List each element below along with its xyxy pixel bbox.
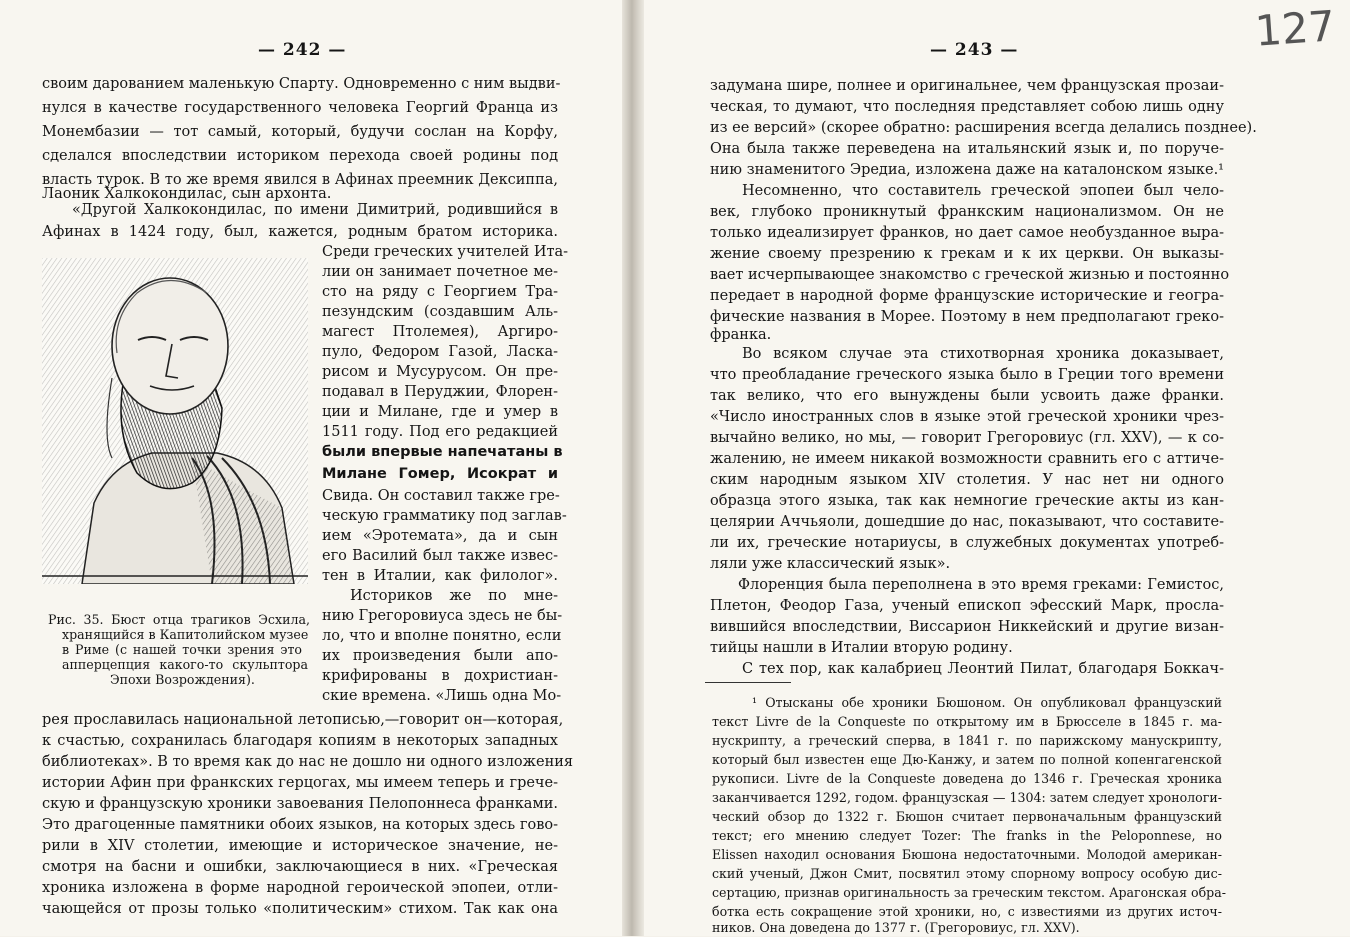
right-text-line: вычайно велико, но мы, — говорит Грегоровиус (гл. XXV), — к со-	[710, 430, 1224, 446]
left-text-line: смотря на басни и ошибки, заключающиеся в них. «Греческая	[42, 859, 558, 875]
footnote-line: рукописи. Livre de la Conqueste доведена до 1346 г. Греческая хроника	[712, 771, 1222, 786]
right-text-line: вает исчерпывающее знакомство с греческой жизнью и постоянно	[710, 267, 1230, 283]
footnote-line: текст Livre de la Conqueste по открытому им в Брюсселе в 1845 г. ма-	[712, 714, 1222, 729]
left-text-line: Афинах в 1424 году, был, кажется, родным братом историка.	[42, 224, 558, 240]
right-text-line: передает в народной форме французские исторические и геогра-	[710, 288, 1224, 304]
right-text-line: Флоренция была переполнена в это время греками: Гемистос,	[738, 577, 1224, 593]
left-narrow-line: ло, что и вполне понятно, если	[322, 628, 562, 644]
right-text-line: Плетон, Феодор Газа, ученый епископ эфесский Марк, просла-	[710, 598, 1224, 614]
right-text-line: ли их, греческие нотариусы, в служебных документах употреб-	[710, 535, 1224, 551]
right-text-line: век, глубоко проникнутый франкским национализмом. Он не	[710, 204, 1224, 220]
right-text-line: «Число иностранных слов в языке этой греческой хроники чрез-	[710, 409, 1224, 425]
book-gutter	[622, 0, 644, 936]
right-text-line: что преобладание греческого языка было в Греции того времени	[710, 367, 1224, 383]
left-text-line: нулся в качестве государственного человека Георгий Франца из	[42, 100, 558, 116]
footnote-line: нускрипту, а греческий сперва, в 1841 г. по парижскому манускрипту,	[712, 733, 1222, 748]
footnote-line: ботка есть сокращение этой хроники, но, с известиями из других источ-	[712, 904, 1222, 919]
right-text-line: Во всяком случае эта стихотворная хроника доказывает,	[742, 346, 1224, 362]
left-narrow-line: были впервые напечатаны в	[322, 444, 563, 460]
right-text-line: ским народным языком XIV столетия. У нас нет ни одного	[710, 472, 1224, 488]
left-narrow-line: Свида. Он составил также гре-	[322, 488, 560, 504]
left-text-line: власть турок. В то же время явился в Афинах преемник Дексиппа,	[42, 172, 558, 188]
footnote-line: ¹ Отысканы обе хроники Бюшоном. Он опубликовал французский	[752, 695, 1222, 710]
left-narrow-line: нию Грегоровиуса здесь не бы-	[322, 608, 563, 624]
left-text-line: своим дарованием маленькую Спарту. Одновременно с ним выдви-	[42, 76, 561, 92]
right-text-line: С тех пор, как калабриец Леонтий Пилат, благодаря Боккач-	[742, 661, 1224, 677]
left-text-line: сделался впоследствии историком перехода своей родины под	[42, 148, 558, 164]
left-narrow-line: тен в Италии, как филолог».	[322, 568, 558, 584]
footnote-rule	[705, 682, 791, 683]
left-text-line: к счастью, сохранилась благодаря копиям в некоторых западных	[42, 733, 558, 749]
left-narrow-line: их произведения были апо-	[322, 648, 558, 664]
left-narrow-line: ции и Милане, где и умер в	[322, 404, 558, 420]
left-text-line: Это драгоценные памятники обоих языков, на которых здесь гово-	[42, 817, 558, 833]
left-text-line: скую и французскую хроники завоевания Пелопоннеса франками.	[42, 796, 558, 812]
right-text-line: Она была также переведена на итальянский язык и, по поруче-	[710, 141, 1224, 157]
left-text-line: рили в XIV столетии, имеющие и историческое значение, не-	[42, 838, 558, 854]
right-text-line: целярии Аччьяоли, дошедшие до нас, показывают, что составите-	[710, 514, 1224, 530]
left-page-number: — 242 —	[258, 40, 347, 60]
right-text-line: ческая, то думают, что последняя представляет собою лишь одну	[710, 99, 1224, 115]
right-text-line: тийцы нашли в Италии вторую родину.	[710, 640, 1013, 656]
right-text-line: образца этого языка, так как немногие греческие акты из кан-	[710, 493, 1224, 509]
figure-caption-line: хранящийся в Капитолийском музее	[62, 627, 309, 642]
left-narrow-line: пуло, Федором Газой, Ласка-	[322, 344, 558, 360]
right-text-line: ляли уже классический язык».	[710, 556, 951, 572]
footnote-line: который был известен еще Дю-Канжу, и затем по полной копенгагенской	[712, 752, 1222, 767]
left-narrow-line: крифированы в дохристиан-	[322, 668, 558, 684]
handwritten-page-mark: 127	[1253, 1, 1337, 56]
left-narrow-line: пезундским (создавшим Аль-	[322, 304, 558, 320]
footnote-line: ческий обзор до 1322 г. Бюшон считает первоначальным французский	[712, 809, 1222, 824]
left-narrow-line: подавал в Перуджии, Флорен-	[322, 384, 558, 400]
right-text-line: только идеализирует франков, но дает самое необузданное выра-	[710, 225, 1224, 241]
left-narrow-line: сто на ряду с Георгием Тра-	[322, 284, 558, 300]
right-text-line: Несомненно, что составитель греческой эпопеи был чело-	[742, 183, 1224, 199]
left-narrow-line: магест Птолемея), Аргиро-	[322, 324, 558, 340]
left-narrow-line: его Василий был также извес-	[322, 548, 558, 564]
right-text-line: вившийся впоследствии, Виссарион Никкейский и другие визан-	[710, 619, 1224, 635]
left-text-line: хроника изложена в форме народной героической эпопеи, отли-	[42, 880, 558, 896]
left-text-line: истории Афин при франкских герцогах, мы имеем теперь и грече-	[42, 775, 558, 791]
left-narrow-line: 1511 году. Под его редакцией	[322, 424, 558, 440]
right-text-line: из ее версий» (скорее обратно: расширения всегда делались позднее).	[710, 120, 1257, 136]
left-text-line: Лаоник Халкокондилас, сын архонта.	[42, 186, 332, 202]
footnote-line: текст; его мнению следует Tozer: The franks in the Peloponnese, но	[712, 828, 1222, 843]
left-text-line: «Другой Халкокондилас, по имени Димитрий, родившийся в	[72, 202, 558, 218]
figure-caption-line: в Риме (с нашей точки зрения это	[62, 642, 302, 657]
left-text-line: рея прославилась национальной летописью,—говорит он—которая,	[42, 712, 564, 728]
figure-caption-line: апперцепция какого-то скульптора	[62, 657, 308, 672]
right-text-line: так велико, что его вынуждены были усвоить даже франки.	[710, 388, 1224, 404]
left-narrow-line: ские времена. «Лишь одна Мо-	[322, 688, 562, 704]
right-text-line: жение своему презрению к грекам и к их церкви. Он выказы-	[710, 246, 1224, 262]
left-text-line: библиотеках». В то время как до нас не дошло ни одного изложения	[42, 754, 574, 770]
figure-caption-line: Рис. 35. Бюст отца трагиков Эсхила,	[48, 612, 310, 627]
left-text-line: Монембазии — тот самый, который, будучи сослан на Корфу,	[42, 124, 558, 140]
footnote-line: сертацию, признав оригинальность за греческим текстом. Арагонская обра-	[712, 885, 1227, 900]
left-narrow-line: ием «Эротемата», да и сын	[322, 528, 558, 544]
right-text-line: нию знаменитого Эредиа, изложена даже на каталонском языке.¹	[710, 162, 1224, 178]
footnote-line: Elissen находил основания Бюшона недостаточными. Молодой американ-	[712, 847, 1222, 862]
left-text-line: чающейся от прозы только «политическим» стихом. Так как она	[42, 901, 558, 917]
footnote-line: ников. Она доведена до 1377 г. (Грегоровиус, гл. XXV).	[712, 920, 1080, 935]
bust-illustration	[42, 258, 308, 584]
footnote-line: ский ученый, Джон Смит, посвятил этому спорному вопросу особую дис-	[712, 866, 1222, 881]
right-text-line: задумана шире, полнее и оригинальнее, чем французская прозаи-	[710, 78, 1224, 94]
right-text-line: франка.	[710, 327, 772, 343]
figure-caption-line: Эпохи Возрождения).	[110, 672, 255, 687]
left-narrow-line: ческую грамматику под заглав-	[322, 508, 567, 524]
left-narrow-line: Милане Гомер, Исократ и	[322, 466, 558, 482]
right-page-number: — 243 —	[930, 40, 1019, 60]
right-text-line: жалению, не имеем никакой возможности сравнить его с аттиче-	[710, 451, 1224, 467]
left-narrow-line: лии он занимает почетное ме-	[322, 264, 558, 280]
left-narrow-line: рисом и Мусурусом. Он пре-	[322, 364, 558, 380]
left-narrow-line: Среди греческих учителей Ита-	[322, 244, 569, 260]
footnote-line: заканчивается 1292, годом. французская — 1304: затем следует хронологи-	[712, 790, 1222, 805]
right-text-line: фические названия в Морее. Поэтому в нем предполагают греко-	[710, 309, 1224, 325]
left-narrow-line: Историков же по мне-	[350, 588, 558, 604]
